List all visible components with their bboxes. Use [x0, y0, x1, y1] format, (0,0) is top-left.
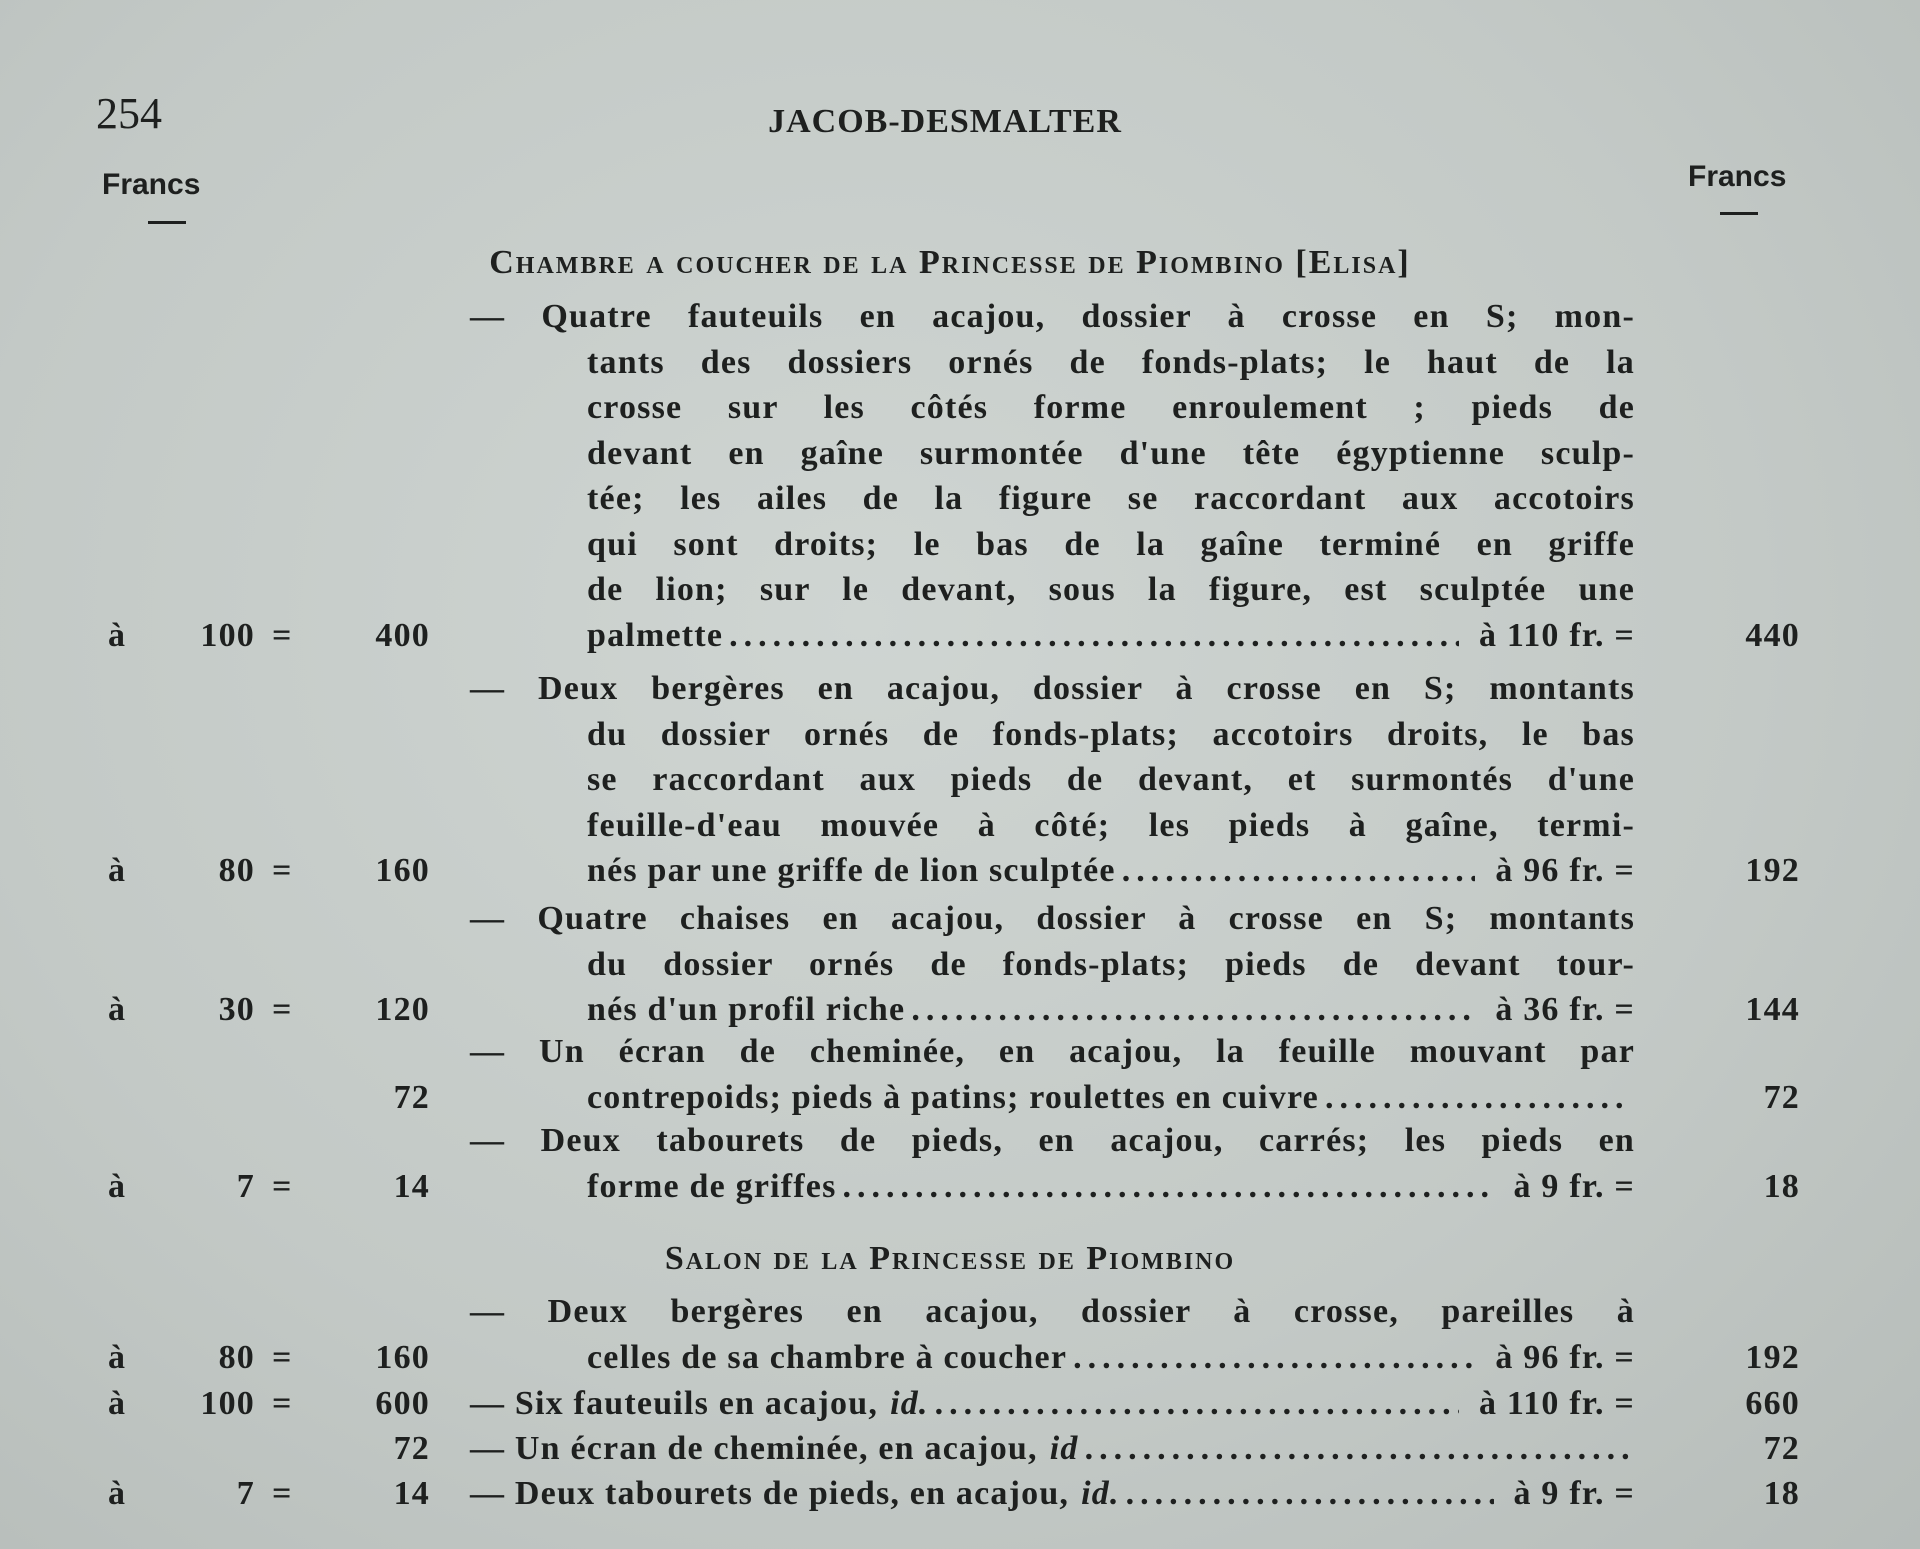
dot-leader	[1126, 1475, 1494, 1513]
entry-line	[0, 1079, 1920, 1123]
entry-text: du dossier ornés de fonds-plats; accotoirs droits, le bas	[587, 715, 1635, 753]
entry-text: tants des dossiers ornés de fonds-plats; le haut de la	[587, 343, 1635, 381]
dot-leader	[1085, 1430, 1629, 1468]
right-total: 660	[1745, 1385, 1800, 1422]
left-total: 600	[375, 1385, 430, 1422]
left-equals: =	[272, 1475, 293, 1512]
entry-last-line	[587, 1168, 1635, 1206]
entry-last-line	[587, 1079, 1635, 1117]
left-total: 14	[393, 1167, 430, 1205]
entry-text: — Quatre chaises en acajou, dossier à crosse en S; montants	[470, 900, 1635, 937]
right-total: 72	[1763, 1078, 1800, 1116]
left-prefix: à	[108, 1167, 127, 1205]
left-prefix: à	[108, 991, 127, 1028]
entry-text: celles de sa chambre à coucher	[587, 1338, 1068, 1376]
entry-line	[0, 1168, 1920, 1212]
entry-text: crosse sur les côtés forme enroulement ; pieds de	[587, 389, 1635, 426]
left-total: 14	[393, 1475, 430, 1512]
dot-leader	[729, 617, 1459, 655]
left-equals: =	[272, 1338, 293, 1376]
unit-price: à 36 fr. =	[1495, 991, 1635, 1028]
entry-text: contrepoids; pieds à patins; roulettes en cuivre	[587, 1078, 1319, 1116]
entry-text: — Deux tabourets de pieds, en acajou,	[470, 1475, 1070, 1512]
left-unit-price: 80	[218, 852, 255, 889]
entry-text: — Deux bergères en acajou, dossier à crosse, pareilles à	[470, 1293, 1635, 1330]
right-total: 18	[1763, 1475, 1800, 1512]
left-unit-price: 100	[200, 1385, 255, 1422]
entry-text: — Deux bergères en acajou, dossier à crosse en S; montants	[470, 670, 1635, 707]
left-total: 160	[375, 1338, 430, 1376]
left-total: 72	[393, 1430, 430, 1467]
entry-line	[0, 298, 1920, 342]
entry-text: — Un écran de cheminée, en acajou, la feuille mouvant par	[470, 1033, 1635, 1070]
entry-text: — Six fauteuils en acajou,	[470, 1385, 879, 1422]
entry-last-line	[470, 1475, 1635, 1513]
unit-price: à 9 fr. =	[1513, 1167, 1635, 1205]
left-total: 160	[375, 852, 430, 889]
left-unit-price: 30	[218, 991, 255, 1028]
entry-line	[0, 480, 1920, 524]
entry-text: nés d'un profil riche	[587, 991, 906, 1028]
left-unit-price: 100	[200, 616, 255, 654]
unit-price: à 110 fr. =	[1479, 1385, 1635, 1422]
entry-line	[0, 900, 1920, 944]
right-column-title: Francs	[1688, 160, 1787, 193]
left-column-rule	[148, 221, 186, 224]
entry-line	[0, 716, 1920, 760]
entry-line	[0, 761, 1920, 805]
entry-line	[0, 852, 1920, 896]
left-equals: =	[272, 1385, 293, 1422]
right-total: 192	[1745, 852, 1800, 889]
entry-line	[0, 946, 1920, 990]
id-mark: id	[1049, 1430, 1079, 1467]
entry-text: palmette	[587, 616, 724, 654]
dot-leader	[1325, 1079, 1629, 1117]
entry-text: — Un écran de cheminée, en acajou,	[470, 1430, 1038, 1467]
entry-text: forme de griffes	[587, 1167, 837, 1205]
unit-price: à 96 fr. =	[1495, 852, 1635, 889]
left-equals: =	[272, 991, 293, 1028]
left-equals: =	[272, 1167, 293, 1205]
right-total: 72	[1763, 1430, 1800, 1467]
entry-text: nés par une griffe de lion sculptée	[587, 852, 1116, 889]
right-total: 144	[1745, 991, 1800, 1028]
entry-line	[0, 571, 1920, 615]
entry-text: — Deux tabourets de pieds, en acajou, carrés; les pieds en	[470, 1122, 1635, 1159]
entry-text: tée; les ailes de la figure se raccordant aux accotoirs	[587, 480, 1635, 517]
entry-line	[0, 1430, 1920, 1474]
left-total: 120	[375, 991, 430, 1028]
right-total: 18	[1763, 1167, 1800, 1205]
left-prefix: à	[108, 616, 127, 654]
right-total: 440	[1745, 616, 1800, 654]
entry-line	[0, 807, 1920, 851]
left-unit-price: 7	[236, 1475, 255, 1512]
left-column-title: Francs	[102, 168, 201, 201]
dot-leader	[1073, 1339, 1475, 1377]
entry-line	[0, 1033, 1920, 1077]
entry-last-line	[470, 1385, 1635, 1423]
entry-text: devant en gaîne surmontée d'une tête égyptienne sculp-	[587, 434, 1635, 472]
left-unit-price: 7	[236, 1167, 255, 1205]
page-number: 254	[96, 89, 162, 138]
entry-line	[0, 1385, 1920, 1429]
entry-text: qui sont droits; le bas de la gaîne terminé en griffe	[587, 525, 1635, 563]
dot-leader	[1122, 852, 1476, 890]
id-mark: id.	[890, 1385, 929, 1422]
section-title: Chambre a coucher de la Princesse de Piombino [Elisa]	[489, 244, 1411, 281]
entry-line	[0, 344, 1920, 388]
entry-last-line	[587, 852, 1635, 890]
id-mark: id.	[1081, 1475, 1120, 1512]
unit-price: à 110 fr. =	[1479, 616, 1635, 654]
entry-text: se raccordant aux pieds de devant, et surmontés d'une	[587, 761, 1635, 798]
left-total: 400	[375, 616, 430, 654]
left-total: 72	[393, 1078, 430, 1116]
right-total: 192	[1745, 1338, 1800, 1376]
left-unit-price: 80	[218, 1338, 255, 1376]
unit-price: à 9 fr. =	[1513, 1475, 1635, 1512]
entry-last-line	[587, 617, 1635, 655]
entry-line	[0, 617, 1920, 661]
dot-leader	[843, 1168, 1494, 1206]
dot-leader	[911, 991, 1475, 1029]
entry-line	[0, 1293, 1920, 1337]
entry-line	[0, 1122, 1920, 1166]
left-prefix: à	[108, 1385, 127, 1422]
section-title: Salon de la Princesse de Piombino	[664, 1240, 1236, 1277]
unit-price: à 96 fr. =	[1495, 1338, 1635, 1376]
entry-line	[0, 526, 1920, 570]
entry-text: feuille-d'eau mouvée à côté; les pieds à gaîne, termi-	[587, 806, 1635, 844]
entry-text: de lion; sur le devant, sous la figure, est sculptée une	[587, 571, 1635, 608]
left-equals: =	[272, 852, 293, 889]
entry-text: du dossier ornés de fonds-plats; pieds de devant tour-	[587, 945, 1635, 983]
entry-last-line	[587, 1339, 1635, 1377]
entry-line	[0, 1475, 1920, 1519]
entry-last-line	[587, 991, 1635, 1029]
left-prefix: à	[108, 852, 127, 889]
dot-leader	[935, 1385, 1459, 1423]
right-column-rule	[1720, 212, 1758, 215]
entry-line	[0, 991, 1920, 1035]
entry-last-line	[470, 1430, 1635, 1468]
left-equals: =	[272, 616, 293, 654]
left-prefix: à	[108, 1338, 127, 1376]
entry-line	[0, 389, 1920, 433]
entry-line	[0, 670, 1920, 714]
entry-line	[0, 435, 1920, 479]
running-head: JACOB-DESMALTER	[768, 103, 1122, 140]
entry-line	[0, 1339, 1920, 1383]
entry-text: — Quatre fauteuils en acajou, dossier à crosse en S; mon-	[470, 298, 1635, 335]
left-prefix: à	[108, 1475, 127, 1512]
